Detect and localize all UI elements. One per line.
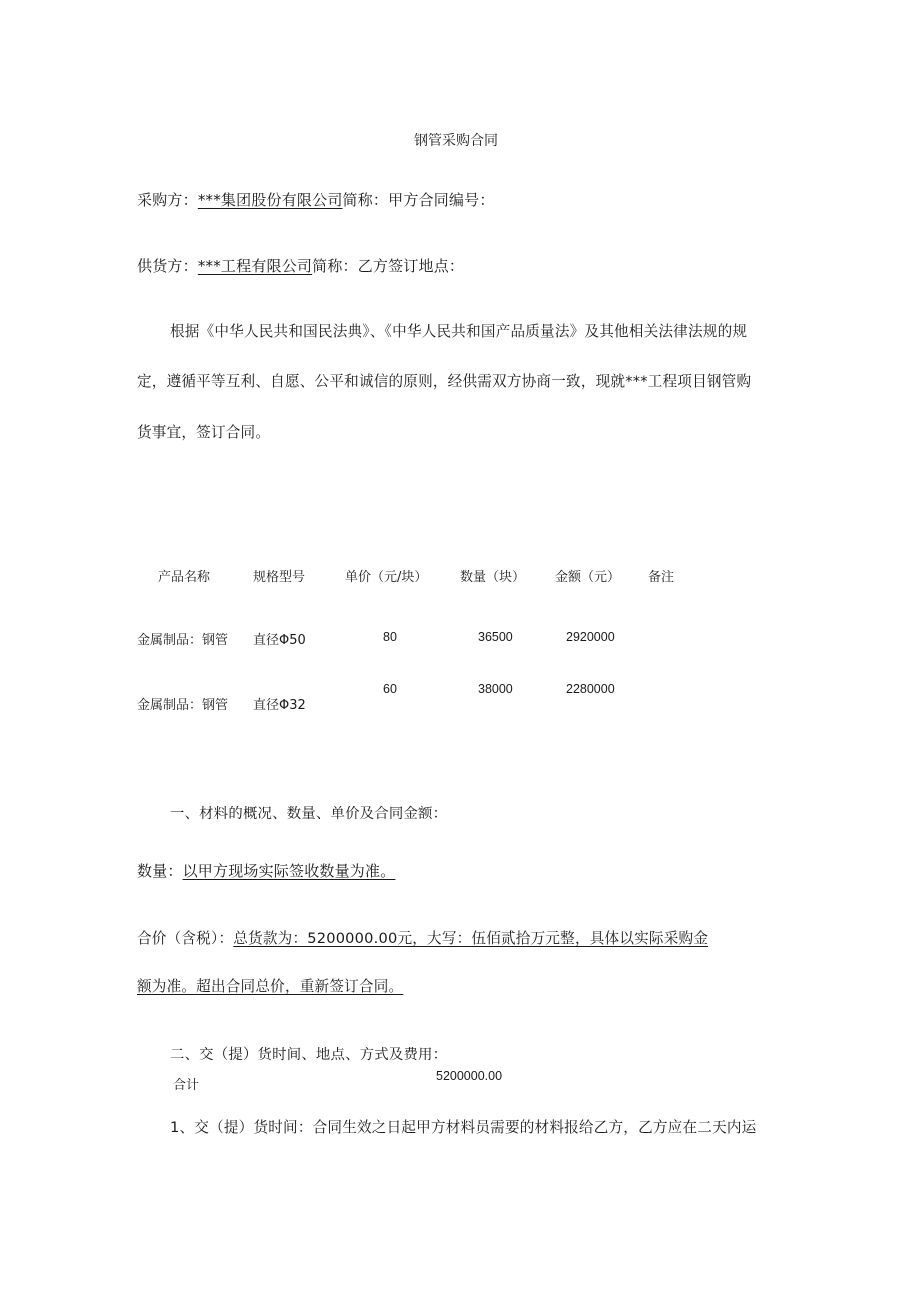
table-header-amount: 金额（元）: [555, 570, 621, 585]
table-row-2-product: 金属制品：钢管: [137, 698, 229, 713]
table-row-2-amount: 2280000: [566, 682, 615, 696]
price-label: 合价（含税）：: [137, 930, 234, 947]
buyer-rest: 简称：甲方合同编号：: [342, 191, 495, 209]
table-header-product: 产品名称: [158, 570, 211, 585]
table-total-value: 5200000.00: [436, 1069, 503, 1083]
table-row-1-product: 金属制品：钢管: [137, 633, 229, 648]
quantity-value: 以甲方现场实际签收数量为准。: [182, 862, 396, 880]
table-row-1-quantity: 36500: [478, 630, 513, 644]
quantity-line: [137, 860, 395, 881]
table-header-quantity: 数量（块）: [460, 570, 526, 585]
section-1-heading: 一、材料的概况、数量、单价及合同金额：: [170, 806, 448, 822]
table-row-1-unit-price: 80: [383, 630, 397, 644]
intro-line-3: 货事宜，签订合同。: [137, 424, 271, 441]
table-row-2-spec: 直径Φ32: [253, 698, 306, 713]
quantity-label: 数量：: [137, 862, 183, 880]
price-line-1: [137, 927, 708, 948]
price-value-line-1: 总货款为：5200000.00元，大写：伍佰贰拾万元整，具体以实际采购金: [233, 930, 709, 947]
intro-line-2: 定，遵循平等互利、自愿、公平和诚信的原则，经供需双方协商一致，现就***工程项目钢管购: [137, 373, 752, 390]
delivery-time-item: 1、交（提）货时间：合同生效之日起甲方材料员需要的材料报给乙方，乙方应在二天内运: [170, 1119, 757, 1136]
table-row-1-spec: 直径Φ50: [253, 633, 306, 648]
table-row-2-unit-price: 60: [383, 682, 397, 696]
buyer-name: ***集团股份有限公司: [197, 191, 343, 209]
supplier-line: [137, 255, 464, 276]
section-2-heading: 二、交（提）货时间、地点、方式及费用：: [170, 1047, 448, 1063]
price-value-line-2: 额为准。超出合同总价，重新签订合同。: [137, 978, 404, 995]
table-total-label: 合计: [173, 1078, 200, 1093]
supplier-name: ***工程有限公司: [197, 257, 313, 275]
supplier-rest: 简称：乙方签订地点：: [312, 257, 465, 275]
buyer-label: 采购方：: [137, 191, 198, 209]
intro-line-1: 根据《中华人民共和国民法典》、《中华人民共和国产品质量法》及其他相关法律法规的规: [170, 323, 748, 340]
table-header-spec: 规格型号: [253, 570, 306, 585]
contract-title: 钢管采购合同: [414, 133, 498, 149]
table-row-1-amount: 2920000: [566, 630, 615, 644]
table-header-unit-price: 单价（元/块）: [345, 570, 428, 585]
buyer-line: [137, 189, 495, 210]
supplier-label: 供货方：: [137, 257, 198, 275]
table-row-2-quantity: 38000: [478, 682, 513, 696]
table-header-remark: 备注: [648, 570, 675, 585]
